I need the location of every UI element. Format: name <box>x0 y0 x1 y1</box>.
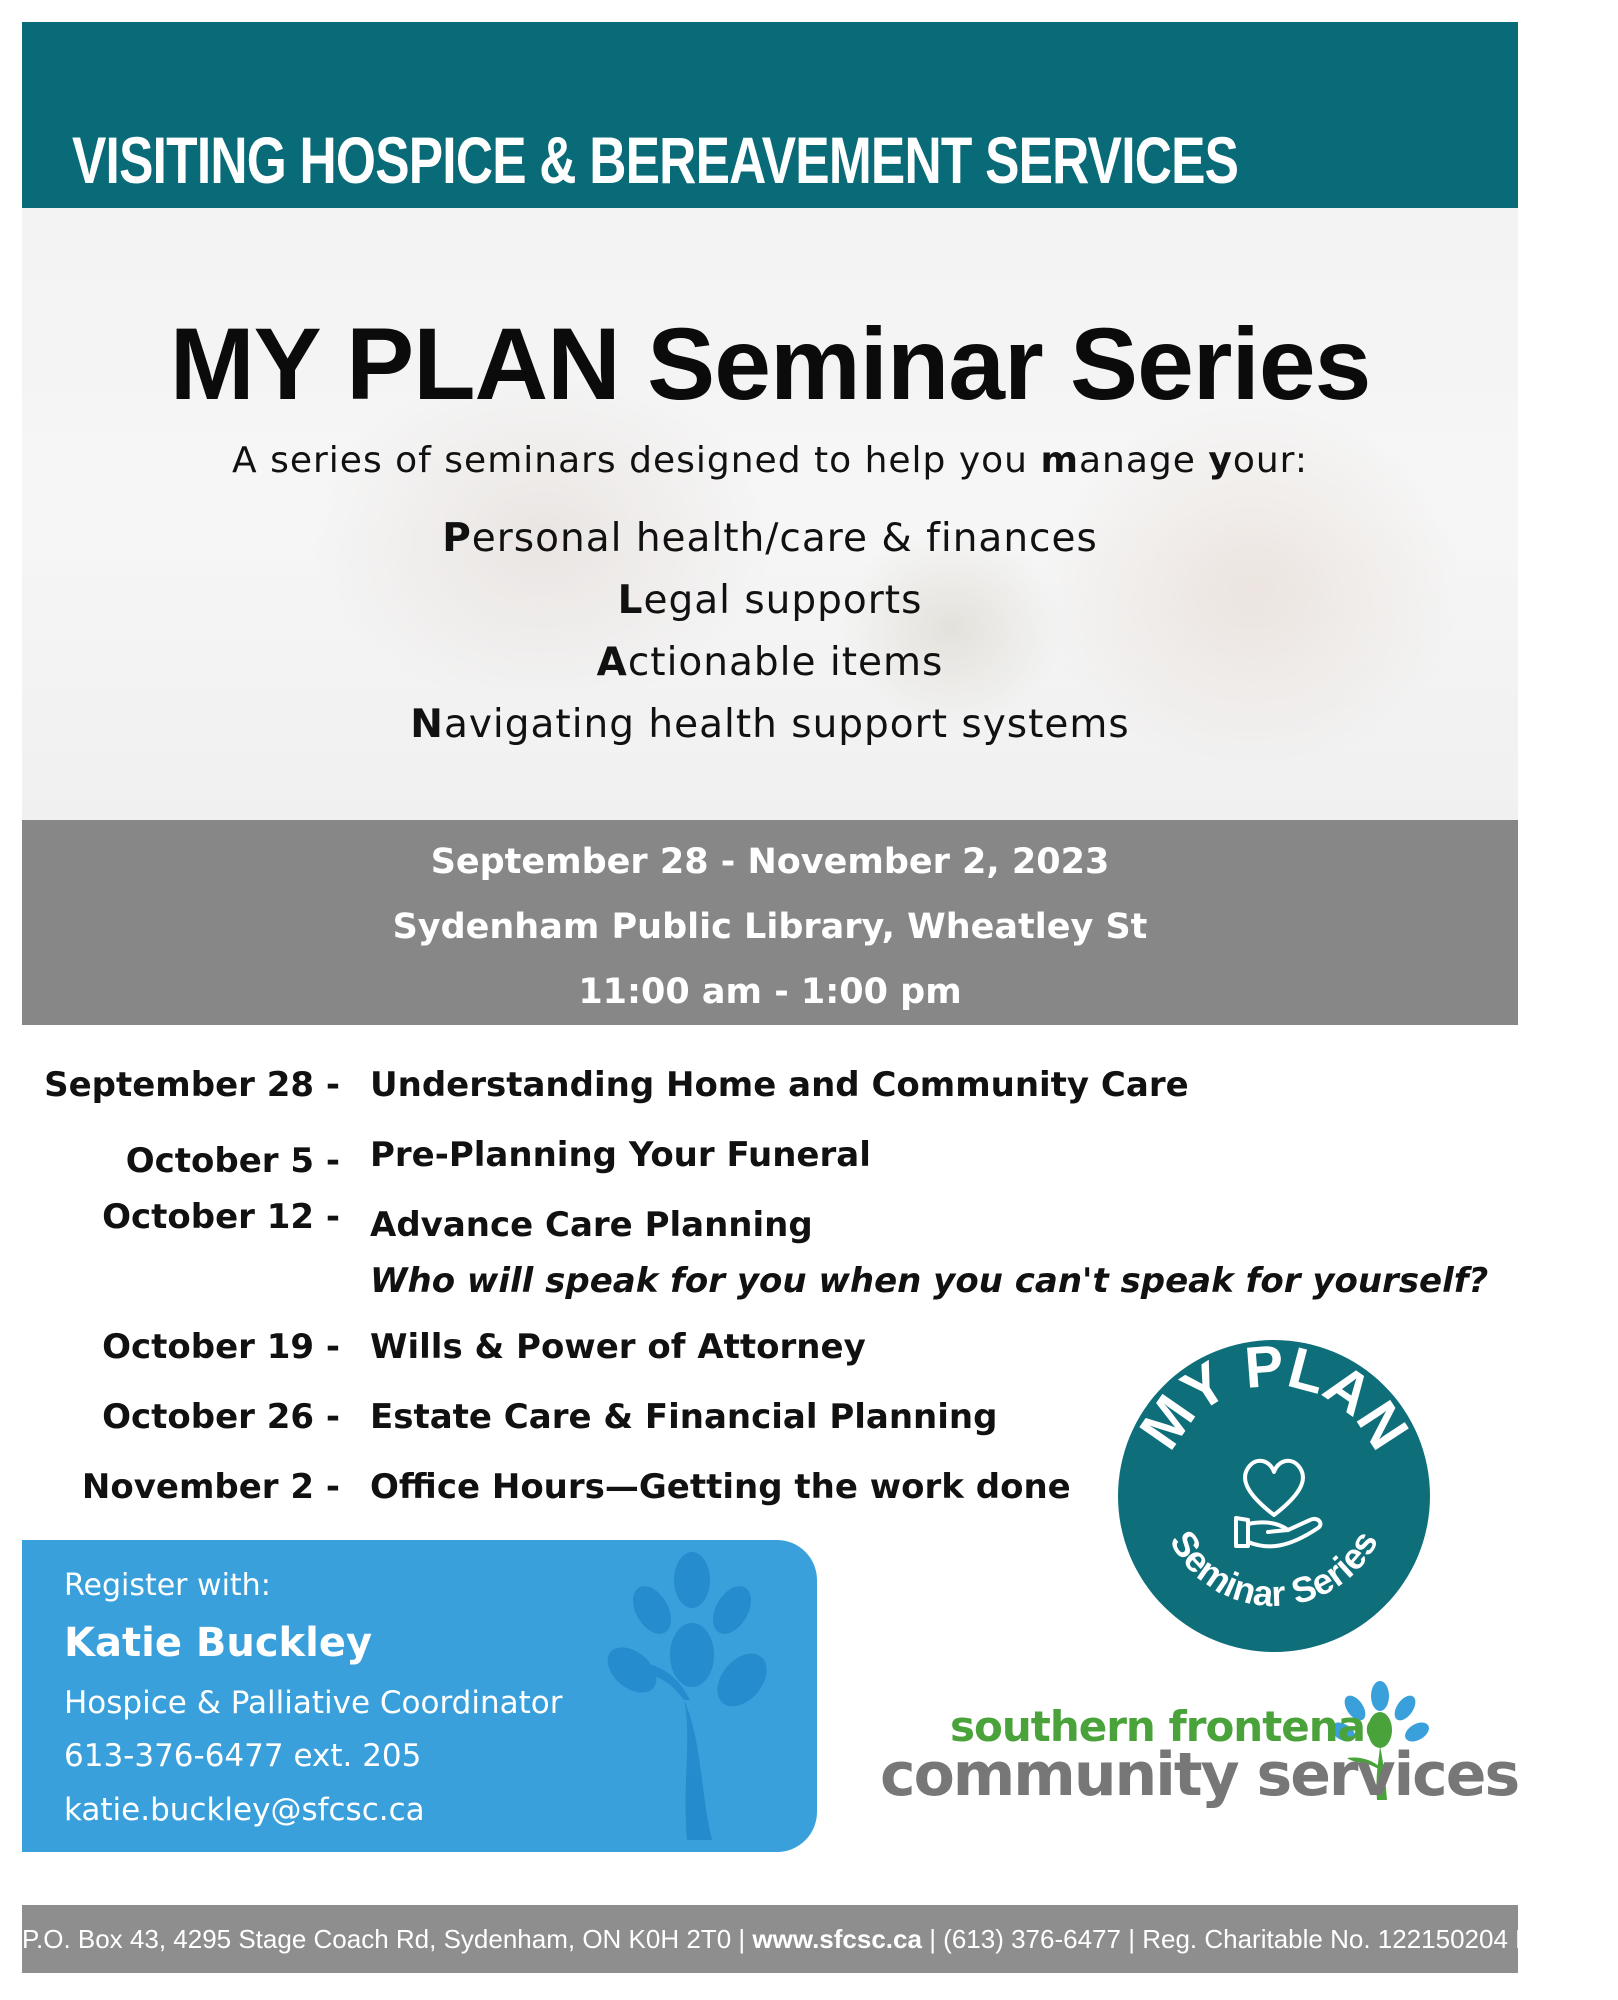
footer-website[interactable]: www.sfcsc.ca <box>752 1924 922 1954</box>
badge-top-text: MY PLAN <box>1127 1340 1422 1461</box>
session-topic: Wills & Power of Attorney <box>370 1327 866 1367</box>
event-time: 11:00 am - 1:00 pm <box>578 972 962 1012</box>
session-date: October 12 - <box>102 1197 340 1237</box>
plan-item-initial: P <box>442 516 472 561</box>
footer-separator: | <box>929 1924 944 1954</box>
badge-graphic <box>1118 1340 1430 1652</box>
session-topic: Advance Care Planning <box>370 1205 813 1245</box>
logo-line-1: southern frontenac <box>950 1702 1389 1751</box>
footer-charity-number: Reg. Charitable No. 122150204 RR 0001 <box>1142 1924 1618 1954</box>
plan-item <box>22 694 1518 756</box>
contact-role: Hospice & Palliative Coordinator <box>64 1685 563 1721</box>
plan-item-text: ersonal health/care & finances <box>471 516 1098 561</box>
registration-box <box>22 1540 817 1852</box>
footer-address: P.O. Box 43, 4295 Stage Coach Rd, Sydenham, ON K0H 2T0 <box>22 1924 732 1954</box>
event-dates: September 28 - November 2, 2023 <box>430 842 1110 882</box>
my-plan-badge <box>1118 1340 1430 1652</box>
footer-bar <box>22 1905 1618 1973</box>
sfcs-logo <box>880 1680 1519 1830</box>
session-date: October 19 - <box>102 1327 340 1367</box>
session-date: September 28 - <box>44 1065 340 1105</box>
session-date: November 2 - <box>81 1467 340 1507</box>
plan-item-initial: N <box>410 702 444 747</box>
plan-item-initial: A <box>596 640 628 685</box>
badge-bottom-text: Seminar Series <box>1162 1523 1386 1615</box>
event-info-bar <box>22 820 1518 1025</box>
subtitle-text: our: <box>1232 440 1308 481</box>
hero-section <box>22 208 1518 820</box>
plan-item-text: avigating health support systems <box>443 702 1130 747</box>
footer-separator: | <box>1128 1924 1143 1954</box>
header-banner <box>22 22 1518 208</box>
session-topic: Office Hours—Getting the work done <box>370 1467 1071 1507</box>
register-label: Register with: <box>64 1568 271 1603</box>
seminar-title: MY PLAN Seminar Series <box>169 307 1371 421</box>
footer-phone: (613) 376-6477 <box>943 1924 1121 1954</box>
seminar-subtitle <box>22 440 1518 481</box>
subtitle-text: anage <box>1078 440 1209 481</box>
session-topic: Pre-Planning Your Funeral <box>370 1135 871 1175</box>
plan-item <box>22 508 1518 570</box>
plan-item-text: ctionable items <box>627 640 944 685</box>
plan-item <box>22 632 1518 694</box>
session-topic: Estate Care & Financial Planning <box>370 1397 998 1437</box>
logo-line-2: community services <box>880 1740 1519 1810</box>
organization-title: VISITING HOSPICE & BEREAVEMENT SERVICES <box>72 123 1239 197</box>
tree-icon <box>592 1550 792 1840</box>
session-topic: Understanding Home and Community Care <box>370 1065 1189 1105</box>
subtitle-initial-y: y <box>1208 440 1233 481</box>
plan-item-initial: L <box>617 578 644 623</box>
subtitle-initial-m: m <box>1040 440 1079 481</box>
plan-item-text: egal supports <box>643 578 923 623</box>
event-location: Sydenham Public Library, Wheatley St <box>392 907 1148 947</box>
plan-item <box>22 570 1518 632</box>
session-date: October 26 - <box>102 1397 340 1437</box>
contact-phone[interactable]: 613-376-6477 ext. 205 <box>64 1738 422 1774</box>
heart-in-hand-icon <box>1236 1461 1320 1547</box>
contact-name: Katie Buckley <box>64 1620 373 1666</box>
contact-email[interactable]: katie.buckley@sfcsc.ca <box>64 1792 425 1828</box>
footer-separator: | <box>738 1924 753 1954</box>
session-date: October 5 - <box>125 1141 340 1181</box>
subtitle-text: A series of seminars designed to help you <box>232 440 1041 481</box>
plan-acronym-list <box>22 508 1518 756</box>
session-note: Who will speak for you when you can't speak for yourself? <box>370 1261 1489 1301</box>
